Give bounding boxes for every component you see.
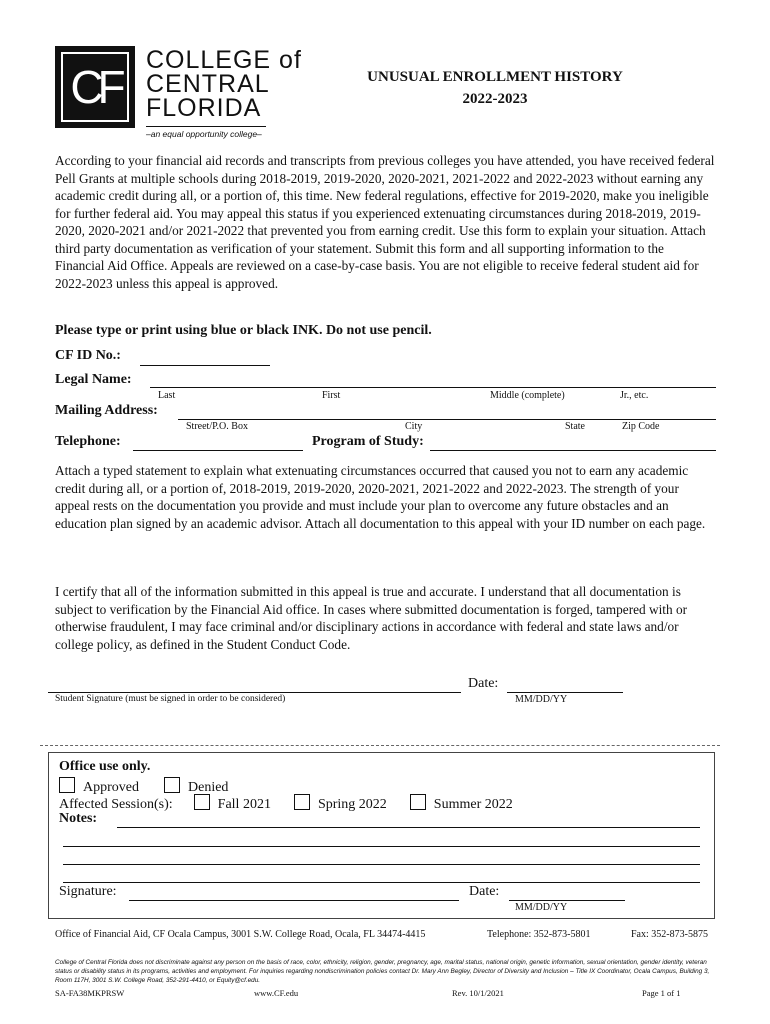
name-part-first: First: [322, 390, 341, 401]
spring-2022-label: Spring 2022: [317, 797, 387, 812]
statement-paragraph: Attach a typed statement to explain what extenuating circumstances occurred that caused you not to earn any academic credit during all, or a portion of, 2018-2019, 2019-2020, 2020-2021, 2021-2022 and 2022-2023. The strength of your appeal rests on the documentation you provide and must include your plan to overcome any future obstacles and an education plan signed by an academic advisor. Attach all documentation to this appeal with your ID number on each page.: [55, 463, 706, 531]
student-signature-field[interactable]: [48, 692, 461, 693]
cut-line: [40, 745, 720, 746]
college-name: [146, 48, 302, 120]
fall-2021-checkbox[interactable]: [194, 794, 210, 810]
cf-id-field[interactable]: [140, 365, 270, 366]
address-part-state: State: [565, 421, 585, 432]
date-field[interactable]: [507, 692, 623, 693]
form-code: SA-FA38MKPRSW: [55, 988, 125, 998]
summer-2022-checkbox[interactable]: [410, 794, 426, 810]
address-part-city: City: [405, 421, 423, 432]
form-title-text: UNUSUAL ENROLLMENT HISTORY: [367, 69, 623, 85]
logo-line-3: FLORIDA: [146, 94, 262, 122]
notes-line-1[interactable]: [117, 827, 700, 828]
form-year: 2022-2023: [462, 91, 528, 107]
cf-id-label: CF ID No.:: [55, 348, 121, 363]
notes-label: Notes:: [59, 811, 98, 826]
website-link[interactable]: www.CF.edu: [254, 988, 299, 998]
notes-line-3[interactable]: [63, 864, 700, 865]
office-address: Office of Financial Aid, CF Ocala Campus, 3001 S.W. College Road, Ocala, FL 34474-4415: [55, 929, 426, 940]
logo-divider: [146, 126, 266, 127]
date-format: MM/DD/YY: [515, 694, 568, 705]
approved-label: Approved: [83, 780, 139, 795]
legal-name-field[interactable]: [150, 387, 716, 388]
sessions-row: [59, 794, 513, 813]
name-part-last: Last: [158, 390, 176, 401]
office-fax: Fax: 352-873-5875: [631, 929, 708, 940]
name-part-middle: Middle (complete): [490, 390, 565, 401]
form-title: [330, 66, 660, 110]
office-use-box: [48, 752, 715, 919]
program-field[interactable]: [430, 450, 716, 451]
mailing-address-field[interactable]: [178, 419, 716, 420]
office-date-format: MM/DD/YY: [515, 902, 568, 913]
office-date-label: Date:: [469, 884, 500, 899]
nondiscrimination-statement: College of Central Florida does not discriminate against any person on the basis of race, color, ethnicity, religion, gender, pregnancy, age, marital status, national origin, genetic information, sexual orientation, gender identity, veteran status or disability status in its programs, activities and employment. For inquiries regarding nondiscrimination policies contact Dr. Mary Ann Begley, Director of Diversity and Inclusion – Title IX Coordinator, Ocala Campus, Building 3, Room 117H, 3001 S.W. College Road, 352-291-4410, or Equity@cf.edu.: [55, 959, 710, 984]
affected-sessions-label: Affected Session(s):: [59, 797, 173, 812]
office-use-heading: Office use only.: [59, 759, 151, 774]
student-signature-label: Student Signature (must be signed in order to be considered): [55, 694, 286, 704]
denied-label: Denied: [188, 780, 229, 795]
office-telephone: Telephone: 352-873-5801: [487, 929, 591, 940]
date-label: Date:: [468, 676, 499, 691]
office-date-field[interactable]: [509, 900, 625, 901]
notes-line-4[interactable]: [63, 882, 700, 883]
address-part-street: Street/P.O. Box: [186, 421, 248, 432]
logo-monogram: CF: [61, 52, 129, 122]
legal-name-label: Legal Name:: [55, 372, 132, 387]
denied-checkbox[interactable]: [164, 777, 180, 793]
logo-line-2: CENTRAL: [146, 70, 270, 98]
spring-2022-checkbox[interactable]: [294, 794, 310, 810]
college-logo-mark: [55, 46, 135, 128]
page-number: Page 1 of 1: [642, 988, 681, 998]
revision-date: Rev. 10/1/2021: [452, 988, 504, 998]
notes-line-2[interactable]: [63, 846, 700, 847]
mailing-address-label: Mailing Address:: [55, 403, 158, 418]
ink-instruction: Please type or print using blue or black INK. Do not use pencil.: [55, 323, 432, 338]
name-part-suffix: Jr., etc.: [620, 390, 649, 401]
certification-paragraph: I certify that all of the information submitted in this appeal is true and accurate. I understand that all documentation is subject to verification by the Financial Aid office. In cases where submitted documentation is forged, tampered with or otherwise fraudulent, I may face criminal and/or disciplinary actions in accordance with federal and state laws and/or college policy, as defined in the Student Conduct Code.: [55, 584, 688, 652]
intro-paragraph: According to your financial aid records and transcripts from previous colleges you have attended, you have received federal Pell Grants at multiple schools during 2018-2019, 2019-2020, 2020-2021, 2021-2022 and 2022-2023 without earning any academic credit during all, or a portion of, this time. New federal regulations, effective for 2019-2020, make you ineligible for further federal aid. You may appeal this status if you experienced extenuating circumstances during 2018-2019, 2019-2020, 2020-2021 and/or 2021-2022 that prevented you from earning credit. Use this form to explain your situation. Attach third party documentation as verification of your statement. Submit this form and all supporting information to the Financial Aid Office. Appeals are reviewed on a case-by-case basis. You are not eligible to receive federal student aid for 2022-2023 unless this appeal is approved.: [55, 153, 715, 291]
program-label: Program of Study:: [312, 434, 424, 449]
fall-2021-label: Fall 2021: [217, 797, 271, 812]
logo-line-1: COLLEGE of: [146, 46, 302, 74]
summer-2022-label: Summer 2022: [433, 797, 513, 812]
telephone-label: Telephone:: [55, 434, 121, 449]
logo-tagline: –an equal opportunity college–: [146, 129, 262, 139]
address-part-zip: Zip Code: [622, 421, 660, 432]
approved-checkbox[interactable]: [59, 777, 75, 793]
office-signature-field[interactable]: [129, 900, 459, 901]
telephone-field[interactable]: [133, 450, 303, 451]
office-signature-label: Signature:: [59, 884, 117, 899]
